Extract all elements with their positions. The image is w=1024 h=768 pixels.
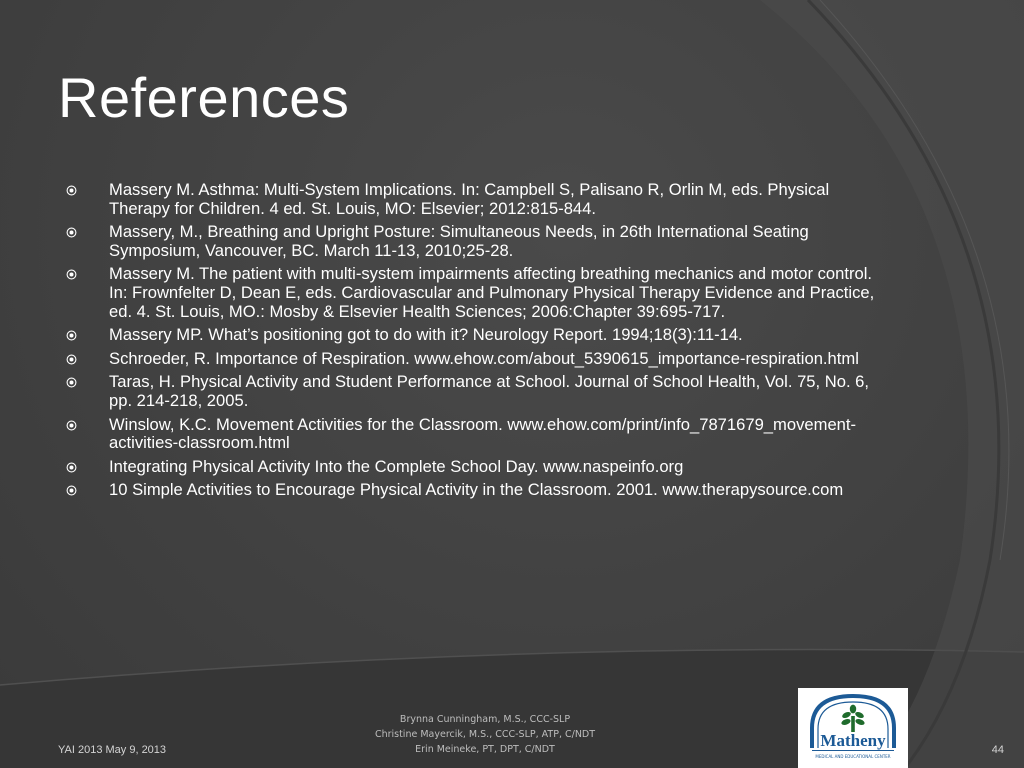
presenter-name: Brynna Cunningham, M.S., CCC-SLP [399,714,571,725]
circle-bullet-icon [66,377,77,388]
reference-text: Taras, H. Physical Activity and Student Performance at School. Journal of School Health, Vol. 75, No. 6, pp. 214-218, 2005. [109,372,870,410]
circle-bullet-icon [66,227,77,238]
reference-text: Integrating Physical Activity Into the Complete School Day. www.naspeinfo.org [109,456,684,476]
reference-item [66,373,886,410]
circle-bullet-icon [66,420,77,431]
circle-bullet-icon [66,330,77,341]
footer-presenters [335,712,635,757]
circle-bullet-icon [66,269,77,280]
reference-list [66,181,886,505]
reference-text: Massery M. The patient with multi-system impairments affecting breathing mechanics and motor control. In: Frownfelter D, Dean E, eds. Cardiovascular and Pulmonary Physical Therapy Evidence and Practice, ed. 4. St. Louis, MO.: Mosby & Elsevier Health Sciences; 2006:Chapter 39:695-717. [109,264,875,321]
reference-item [66,326,886,345]
presenter-name: Christine Mayercik, M.S., CCC-SLP, ATP, C/NDT [374,729,596,740]
logo-subtitle: MEDICAL AND EDUCATIONAL CENTER [815,754,891,759]
reference-text: 10 Simple Activities to Encourage Physical Activity in the Classroom. 2001. www.therapysource.com [109,480,844,500]
reference-item [66,458,886,477]
footer-date: YAI 2013 May 9, 2013 [58,744,167,756]
circle-bullet-icon [66,485,77,496]
reference-item [66,223,886,260]
reference-item [66,265,886,321]
circle-bullet-icon [66,354,77,365]
circle-bullet-icon [66,462,77,473]
reference-item [66,416,886,453]
reference-text: Massery MP. What’s positioning got to do with it? Neurology Report. 1994;18(3):11-14. [109,325,743,345]
reference-text: Massery M. Asthma: Multi-System Implications. In: Campbell S, Palisano R, Orlin M, eds. Physical Therapy for Children. 4 ed. St. Louis, MO: Elsevier; 2012:815-844. [109,180,830,218]
matheny-logo [798,688,908,768]
page-number: 44 [991,744,1004,756]
reference-text: Schroeder, R. Importance of Respiration. www.ehow.com/about_5390615_importance-respiration.html [109,348,859,368]
reference-text: Winslow, K.C. Movement Activities for the Classroom. www.ehow.com/print/info_7871679_movement-activities-classroom.html [109,414,857,453]
reference-item [66,481,886,500]
slide-title: References [58,66,350,129]
reference-item [66,350,886,369]
presenter-name: Erin Meineke, PT, DPT, C/NDT [415,744,555,755]
circle-bullet-icon [66,185,77,196]
logo-name: Matheny [820,731,886,750]
reference-text: Massery, M., Breathing and Upright Posture: Simultaneous Needs, in 26th International Seating Symposium, Vancouver, BC. March 11-13, 2010;25-28. [109,222,809,260]
reference-item [66,181,886,218]
